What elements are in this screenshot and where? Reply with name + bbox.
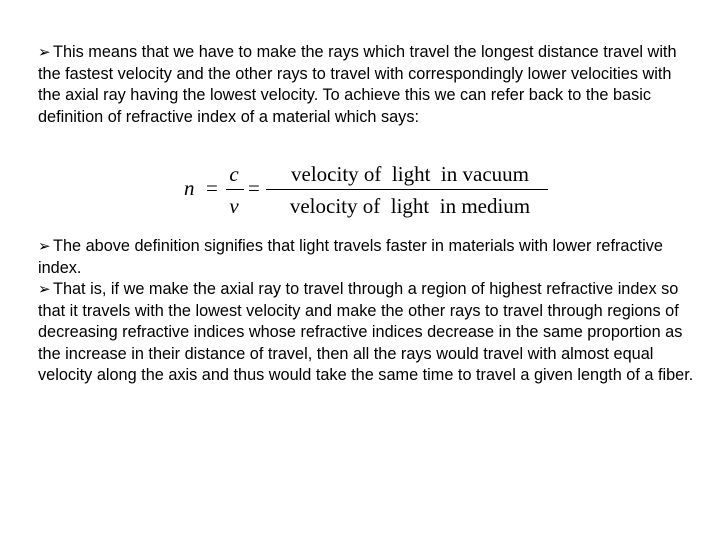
fraction-numerator: c: [229, 162, 239, 186]
fraction-numerator: velocity of light in vacuum: [291, 162, 529, 186]
paragraph-definition-meaning: [38, 236, 698, 279]
arrow-bullet-icon: ➢: [38, 44, 51, 61]
arrow-bullet-icon: ➢: [38, 238, 51, 255]
paragraph-text: The above definition signifies that light travels faster in materials with lower refractive index.: [38, 237, 663, 277]
fraction-bar: [226, 189, 244, 190]
paragraph-graded-index: [38, 279, 698, 387]
paragraph-text: That is, if we make the axial ray to travel through a region of highest refractive index so that it travels with the lowest velocity and make the other rays to travel through regions of decreasing refractive indices whose refractive indices decrease in the same proportion as the increase in their distance of travel, then all the rays would travel with almost equal velocity along the axis and thus would take the same time to travel a given length of a fiber.: [38, 280, 694, 385]
fraction-bar: [266, 189, 548, 190]
equation-equals-sign: =: [206, 176, 218, 200]
fraction-denominator: velocity of light in medium: [289, 194, 531, 218]
paragraph-text: This means that we have to make the rays which travel the longest distance travel with the fastest velocity and the other rays to travel with correspondingly lower velocities with the axial ray having the lowest velocity. To achieve this we can refer back to the basic definition of refractive index of a material which says:: [38, 43, 677, 126]
refractive-index-equation: [184, 160, 554, 220]
arrow-bullet-icon: ➢: [38, 281, 51, 298]
equation-lhs: n: [184, 176, 195, 200]
equation-equals-sign: =: [248, 176, 260, 200]
fraction-denominator: v: [229, 194, 239, 218]
paragraph-refraction-intro: [38, 42, 698, 128]
